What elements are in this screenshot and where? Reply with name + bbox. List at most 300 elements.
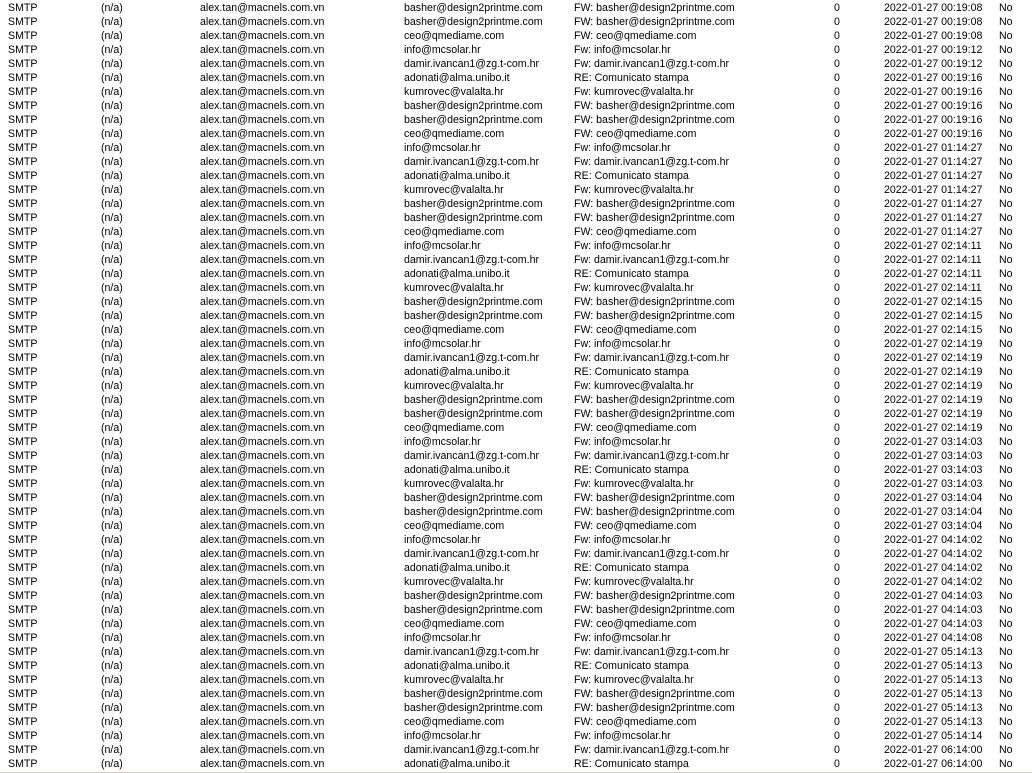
protocol-cell: SMTP (8, 716, 38, 728)
flag-cell: No (999, 254, 1013, 266)
source-cell: (n/a) (101, 212, 123, 224)
flag-cell: No (999, 156, 1013, 168)
subject-cell: Fw: kumrovec@valalta.hr (574, 86, 694, 98)
sender-cell: alex.tan@macnels.com.vn (200, 184, 325, 196)
subject-cell: RE: Comunicato stampa (574, 660, 689, 672)
table-row[interactable] (0, 631, 1032, 645)
source-cell: (n/a) (101, 156, 123, 168)
recipient-cell: adonati@alma.unibo.it (404, 758, 510, 770)
subject-cell: Fw: damir.ivancan1@zg.t-com.hr (574, 744, 729, 756)
flag-cell: No (999, 520, 1013, 532)
subject-cell: FW: basher@design2printme.com (574, 590, 735, 602)
table-row[interactable] (0, 505, 1032, 519)
subject-cell: FW: ceo@qmediame.com (574, 618, 697, 630)
source-cell: (n/a) (101, 646, 123, 658)
table-row[interactable] (0, 757, 1032, 771)
flag-cell: No (999, 114, 1013, 126)
flag-cell: No (999, 548, 1013, 560)
recipient-cell: damir.ivancan1@zg.t-com.hr (404, 450, 539, 462)
sender-cell: alex.tan@macnels.com.vn (200, 310, 325, 322)
table-row[interactable] (0, 659, 1032, 673)
sender-cell: alex.tan@macnels.com.vn (200, 604, 325, 616)
timestamp-cell: 2022-01-27 06:14:00 (884, 758, 983, 770)
source-cell: (n/a) (101, 254, 123, 266)
source-cell: (n/a) (101, 268, 123, 280)
subject-cell: FW: basher@design2printme.com (574, 296, 735, 308)
protocol-cell: SMTP (8, 548, 38, 560)
recipient-cell: basher@design2printme.com (404, 100, 543, 112)
table-row[interactable] (0, 435, 1032, 449)
timestamp-cell: 2022-01-27 03:14:03 (884, 464, 983, 476)
recipient-cell: info@mcsolar.hr (404, 436, 481, 448)
recipient-cell: basher@design2printme.com (404, 394, 543, 406)
recipient-cell: kumrovec@valalta.hr (404, 380, 504, 392)
sender-cell: alex.tan@macnels.com.vn (200, 44, 325, 56)
flag-cell: No (999, 744, 1013, 756)
sender-cell: alex.tan@macnels.com.vn (200, 2, 325, 14)
recipient-cell: adonati@alma.unibo.it (404, 72, 510, 84)
recipient-cell: info@mcsolar.hr (404, 240, 481, 252)
count-cell: 0 (834, 436, 840, 448)
source-cell: (n/a) (101, 422, 123, 434)
timestamp-cell: 2022-01-27 00:19:12 (884, 58, 983, 70)
timestamp-cell: 2022-01-27 00:19:16 (884, 128, 983, 140)
source-cell: (n/a) (101, 576, 123, 588)
source-cell: (n/a) (101, 324, 123, 336)
recipient-cell: info@mcsolar.hr (404, 534, 481, 546)
table-row[interactable] (0, 141, 1032, 155)
subject-cell: Fw: damir.ivancan1@zg.t-com.hr (574, 548, 729, 560)
flag-cell: No (999, 282, 1013, 294)
subject-cell: FW: ceo@qmediame.com (574, 30, 697, 42)
recipient-cell: basher@design2printme.com (404, 590, 543, 602)
protocol-cell: SMTP (8, 72, 38, 84)
table-row[interactable] (0, 519, 1032, 533)
count-cell: 0 (834, 646, 840, 658)
timestamp-cell: 2022-01-27 00:19:08 (884, 2, 983, 14)
protocol-cell: SMTP (8, 604, 38, 616)
sender-cell: alex.tan@macnels.com.vn (200, 492, 325, 504)
timestamp-cell: 2022-01-27 01:14:27 (884, 212, 983, 224)
subject-cell: Fw: damir.ivancan1@zg.t-com.hr (574, 646, 729, 658)
protocol-cell: SMTP (8, 352, 38, 364)
timestamp-cell: 2022-01-27 04:14:03 (884, 604, 983, 616)
subject-cell: FW: basher@design2printme.com (574, 604, 735, 616)
sender-cell: alex.tan@macnels.com.vn (200, 142, 325, 154)
table-row[interactable] (0, 225, 1032, 239)
source-cell: (n/a) (101, 310, 123, 322)
flag-cell: No (999, 86, 1013, 98)
subject-cell: FW: basher@design2printme.com (574, 100, 735, 112)
recipient-cell: info@mcsolar.hr (404, 142, 481, 154)
flag-cell: No (999, 618, 1013, 630)
flag-cell: No (999, 310, 1013, 322)
timestamp-cell: 2022-01-27 01:14:27 (884, 226, 983, 238)
table-row[interactable] (0, 603, 1032, 617)
table-row[interactable] (0, 687, 1032, 701)
timestamp-cell: 2022-01-27 05:14:14 (884, 730, 983, 742)
count-cell: 0 (834, 422, 840, 434)
recipient-cell: info@mcsolar.hr (404, 338, 481, 350)
recipient-cell: kumrovec@valalta.hr (404, 576, 504, 588)
subject-cell: Fw: kumrovec@valalta.hr (574, 282, 694, 294)
source-cell: (n/a) (101, 590, 123, 602)
table-row[interactable] (0, 197, 1032, 211)
source-cell: (n/a) (101, 716, 123, 728)
flag-cell: No (999, 30, 1013, 42)
protocol-cell: SMTP (8, 660, 38, 672)
source-cell: (n/a) (101, 492, 123, 504)
flag-cell: No (999, 660, 1013, 672)
count-cell: 0 (834, 450, 840, 462)
subject-cell: Fw: kumrovec@valalta.hr (574, 576, 694, 588)
protocol-cell: SMTP (8, 240, 38, 252)
timestamp-cell: 2022-01-27 05:14:13 (884, 716, 983, 728)
source-cell: (n/a) (101, 282, 123, 294)
sender-cell: alex.tan@macnels.com.vn (200, 674, 325, 686)
sender-cell: alex.tan@macnels.com.vn (200, 436, 325, 448)
subject-cell: Fw: info@mcsolar.hr (574, 338, 671, 350)
count-cell: 0 (834, 170, 840, 182)
count-cell: 0 (834, 548, 840, 560)
flag-cell: No (999, 226, 1013, 238)
table-row[interactable] (0, 379, 1032, 393)
table-row[interactable] (0, 281, 1032, 295)
recipient-cell: basher@design2printme.com (404, 688, 543, 700)
count-cell: 0 (834, 310, 840, 322)
protocol-cell: SMTP (8, 198, 38, 210)
subject-cell: FW: ceo@qmediame.com (574, 324, 697, 336)
count-cell: 0 (834, 716, 840, 728)
table-row[interactable] (0, 29, 1032, 43)
source-cell: (n/a) (101, 478, 123, 490)
recipient-cell: damir.ivancan1@zg.t-com.hr (404, 156, 539, 168)
table-row[interactable] (0, 183, 1032, 197)
table-row[interactable] (0, 491, 1032, 505)
recipient-cell: basher@design2printme.com (404, 114, 543, 126)
flag-cell: No (999, 58, 1013, 70)
subject-cell: Fw: info@mcsolar.hr (574, 534, 671, 546)
subject-cell: FW: basher@design2printme.com (574, 688, 735, 700)
table-row[interactable] (0, 547, 1032, 561)
timestamp-cell: 2022-01-27 00:19:16 (884, 114, 983, 126)
timestamp-cell: 2022-01-27 01:14:27 (884, 198, 983, 210)
recipient-cell: damir.ivancan1@zg.t-com.hr (404, 744, 539, 756)
flag-cell: No (999, 604, 1013, 616)
table-row[interactable] (0, 323, 1032, 337)
source-cell: (n/a) (101, 44, 123, 56)
source-cell: (n/a) (101, 450, 123, 462)
count-cell: 0 (834, 212, 840, 224)
recipient-cell: ceo@qmediame.com (404, 128, 505, 140)
flag-cell: No (999, 128, 1013, 140)
count-cell: 0 (834, 282, 840, 294)
table-row[interactable] (0, 673, 1032, 687)
timestamp-cell: 2022-01-27 00:19:12 (884, 44, 983, 56)
table-row[interactable] (0, 267, 1032, 281)
protocol-cell: SMTP (8, 114, 38, 126)
recipient-cell: info@mcsolar.hr (404, 44, 481, 56)
protocol-cell: SMTP (8, 2, 38, 14)
subject-cell: Fw: info@mcsolar.hr (574, 436, 671, 448)
count-cell: 0 (834, 16, 840, 28)
table-row[interactable] (0, 393, 1032, 407)
subject-cell: FW: basher@design2printme.com (574, 16, 735, 28)
timestamp-cell: 2022-01-27 04:14:08 (884, 632, 983, 644)
source-cell: (n/a) (101, 394, 123, 406)
subject-cell: RE: Comunicato stampa (574, 170, 689, 182)
table-row[interactable] (0, 715, 1032, 729)
table-row[interactable] (0, 43, 1032, 57)
timestamp-cell: 2022-01-27 01:14:27 (884, 156, 983, 168)
subject-cell: Fw: damir.ivancan1@zg.t-com.hr (574, 450, 729, 462)
protocol-cell: SMTP (8, 408, 38, 420)
recipient-cell: ceo@qmediame.com (404, 520, 505, 532)
sender-cell: alex.tan@macnels.com.vn (200, 254, 325, 266)
protocol-cell: SMTP (8, 562, 38, 574)
flag-cell: No (999, 632, 1013, 644)
source-cell: (n/a) (101, 674, 123, 686)
sender-cell: alex.tan@macnels.com.vn (200, 618, 325, 630)
timestamp-cell: 2022-01-27 04:14:03 (884, 590, 983, 602)
table-row[interactable] (0, 1, 1032, 15)
recipient-cell: basher@design2printme.com (404, 492, 543, 504)
recipient-cell: basher@design2printme.com (404, 506, 543, 518)
table-row[interactable] (0, 169, 1032, 183)
sender-cell: alex.tan@macnels.com.vn (200, 58, 325, 70)
recipient-cell: adonati@alma.unibo.it (404, 170, 510, 182)
subject-cell: FW: ceo@qmediame.com (574, 226, 697, 238)
flag-cell: No (999, 44, 1013, 56)
flag-cell: No (999, 184, 1013, 196)
table-row[interactable] (0, 113, 1032, 127)
timestamp-cell: 2022-01-27 00:19:08 (884, 16, 983, 28)
source-cell: (n/a) (101, 86, 123, 98)
protocol-cell: SMTP (8, 688, 38, 700)
count-cell: 0 (834, 72, 840, 84)
table-row[interactable] (0, 701, 1032, 715)
timestamp-cell: 2022-01-27 02:14:11 (884, 282, 982, 294)
protocol-cell: SMTP (8, 618, 38, 630)
protocol-cell: SMTP (8, 492, 38, 504)
table-row[interactable] (0, 71, 1032, 85)
flag-cell: No (999, 366, 1013, 378)
timestamp-cell: 2022-01-27 02:14:11 (884, 254, 982, 266)
table-row[interactable] (0, 295, 1032, 309)
count-cell: 0 (834, 492, 840, 504)
table-row[interactable] (0, 421, 1032, 435)
sender-cell: alex.tan@macnels.com.vn (200, 72, 325, 84)
flag-cell: No (999, 408, 1013, 420)
count-cell: 0 (834, 100, 840, 112)
table-row[interactable] (0, 99, 1032, 113)
table-row[interactable] (0, 743, 1032, 757)
source-cell: (n/a) (101, 758, 123, 770)
table-row[interactable] (0, 57, 1032, 71)
table-row[interactable] (0, 15, 1032, 29)
table-row[interactable] (0, 477, 1032, 491)
table-row[interactable] (0, 645, 1032, 659)
recipient-cell: basher@design2printme.com (404, 702, 543, 714)
count-cell: 0 (834, 576, 840, 588)
protocol-cell: SMTP (8, 702, 38, 714)
recipient-cell: basher@design2printme.com (404, 212, 543, 224)
recipient-cell: ceo@qmediame.com (404, 30, 505, 42)
timestamp-cell: 2022-01-27 01:14:27 (884, 184, 983, 196)
sender-cell: alex.tan@macnels.com.vn (200, 240, 325, 252)
sender-cell: alex.tan@macnels.com.vn (200, 688, 325, 700)
table-row[interactable] (0, 253, 1032, 267)
count-cell: 0 (834, 464, 840, 476)
count-cell: 0 (834, 758, 840, 770)
count-cell: 0 (834, 30, 840, 42)
protocol-cell: SMTP (8, 142, 38, 154)
count-cell: 0 (834, 632, 840, 644)
timestamp-cell: 2022-01-27 00:19:16 (884, 86, 983, 98)
protocol-cell: SMTP (8, 744, 38, 756)
flag-cell: No (999, 380, 1013, 392)
table-row[interactable] (0, 85, 1032, 99)
protocol-cell: SMTP (8, 366, 38, 378)
timestamp-cell: 2022-01-27 02:14:19 (884, 394, 983, 406)
flag-cell: No (999, 674, 1013, 686)
timestamp-cell: 2022-01-27 00:19:16 (884, 100, 983, 112)
timestamp-cell: 2022-01-27 02:14:19 (884, 366, 983, 378)
sender-cell: alex.tan@macnels.com.vn (200, 450, 325, 462)
recipient-cell: basher@design2printme.com (404, 604, 543, 616)
flag-cell: No (999, 688, 1013, 700)
timestamp-cell: 2022-01-27 05:14:13 (884, 674, 983, 686)
protocol-cell: SMTP (8, 30, 38, 42)
timestamp-cell: 2022-01-27 04:14:03 (884, 618, 983, 630)
timestamp-cell: 2022-01-27 05:14:13 (884, 688, 983, 700)
count-cell: 0 (834, 352, 840, 364)
table-row[interactable] (0, 463, 1032, 477)
protocol-cell: SMTP (8, 86, 38, 98)
table-row[interactable] (0, 589, 1032, 603)
table-row[interactable] (0, 155, 1032, 169)
recipient-cell: damir.ivancan1@zg.t-com.hr (404, 58, 539, 70)
flag-cell: No (999, 492, 1013, 504)
protocol-cell: SMTP (8, 534, 38, 546)
flag-cell: No (999, 716, 1013, 728)
sender-cell: alex.tan@macnels.com.vn (200, 548, 325, 560)
count-cell: 0 (834, 2, 840, 14)
subject-cell: Fw: damir.ivancan1@zg.t-com.hr (574, 352, 729, 364)
flag-cell: No (999, 240, 1013, 252)
sender-cell: alex.tan@macnels.com.vn (200, 226, 325, 238)
source-cell: (n/a) (101, 604, 123, 616)
source-cell: (n/a) (101, 520, 123, 532)
timestamp-cell: 2022-01-27 04:14:02 (884, 534, 983, 546)
protocol-cell: SMTP (8, 16, 38, 28)
source-cell: (n/a) (101, 548, 123, 560)
count-cell: 0 (834, 44, 840, 56)
source-cell: (n/a) (101, 352, 123, 364)
flag-cell: No (999, 212, 1013, 224)
table-row[interactable] (0, 127, 1032, 141)
message-log-list (0, 1, 1032, 771)
subject-cell: FW: basher@design2printme.com (574, 212, 735, 224)
sender-cell: alex.tan@macnels.com.vn (200, 338, 325, 350)
sender-cell: alex.tan@macnels.com.vn (200, 100, 325, 112)
table-row[interactable] (0, 337, 1032, 351)
subject-cell: FW: basher@design2printme.com (574, 310, 735, 322)
protocol-cell: SMTP (8, 44, 38, 56)
count-cell: 0 (834, 506, 840, 518)
recipient-cell: adonati@alma.unibo.it (404, 464, 510, 476)
count-cell: 0 (834, 324, 840, 336)
flag-cell: No (999, 534, 1013, 546)
sender-cell: alex.tan@macnels.com.vn (200, 478, 325, 490)
timestamp-cell: 2022-01-27 02:14:15 (884, 296, 983, 308)
table-row[interactable] (0, 561, 1032, 575)
source-cell: (n/a) (101, 366, 123, 378)
table-row[interactable] (0, 351, 1032, 365)
table-row[interactable] (0, 729, 1032, 743)
sender-cell: alex.tan@macnels.com.vn (200, 212, 325, 224)
source-cell: (n/a) (101, 72, 123, 84)
timestamp-cell: 2022-01-27 03:14:04 (884, 520, 983, 532)
sender-cell: alex.tan@macnels.com.vn (200, 128, 325, 140)
table-row[interactable] (0, 407, 1032, 421)
source-cell: (n/a) (101, 30, 123, 42)
table-row[interactable] (0, 575, 1032, 589)
table-row[interactable] (0, 533, 1032, 547)
table-row[interactable] (0, 239, 1032, 253)
protocol-cell: SMTP (8, 268, 38, 280)
source-cell: (n/a) (101, 128, 123, 140)
table-row[interactable] (0, 617, 1032, 631)
table-row[interactable] (0, 309, 1032, 323)
protocol-cell: SMTP (8, 170, 38, 182)
timestamp-cell: 2022-01-27 05:14:13 (884, 702, 983, 714)
sender-cell: alex.tan@macnels.com.vn (200, 324, 325, 336)
table-row[interactable] (0, 449, 1032, 463)
recipient-cell: damir.ivancan1@zg.t-com.hr (404, 646, 539, 658)
table-row[interactable] (0, 211, 1032, 225)
sender-cell: alex.tan@macnels.com.vn (200, 86, 325, 98)
count-cell: 0 (834, 562, 840, 574)
table-row[interactable] (0, 365, 1032, 379)
subject-cell: Fw: kumrovec@valalta.hr (574, 380, 694, 392)
recipient-cell: ceo@qmediame.com (404, 618, 505, 630)
sender-cell: alex.tan@macnels.com.vn (200, 758, 325, 770)
subject-cell: RE: Comunicato stampa (574, 268, 689, 280)
source-cell: (n/a) (101, 436, 123, 448)
subject-cell: FW: basher@design2printme.com (574, 114, 735, 126)
count-cell: 0 (834, 338, 840, 350)
subject-cell: RE: Comunicato stampa (574, 464, 689, 476)
flag-cell: No (999, 72, 1013, 84)
flag-cell: No (999, 478, 1013, 490)
source-cell: (n/a) (101, 534, 123, 546)
count-cell: 0 (834, 58, 840, 70)
count-cell: 0 (834, 156, 840, 168)
timestamp-cell: 2022-01-27 05:14:13 (884, 660, 983, 672)
protocol-cell: SMTP (8, 380, 38, 392)
flag-cell: No (999, 296, 1013, 308)
source-cell: (n/a) (101, 660, 123, 672)
recipient-cell: basher@design2printme.com (404, 310, 543, 322)
recipient-cell: adonati@alma.unibo.it (404, 562, 510, 574)
source-cell: (n/a) (101, 380, 123, 392)
flag-cell: No (999, 142, 1013, 154)
flag-cell: No (999, 394, 1013, 406)
source-cell: (n/a) (101, 702, 123, 714)
source-cell: (n/a) (101, 2, 123, 14)
count-cell: 0 (834, 184, 840, 196)
